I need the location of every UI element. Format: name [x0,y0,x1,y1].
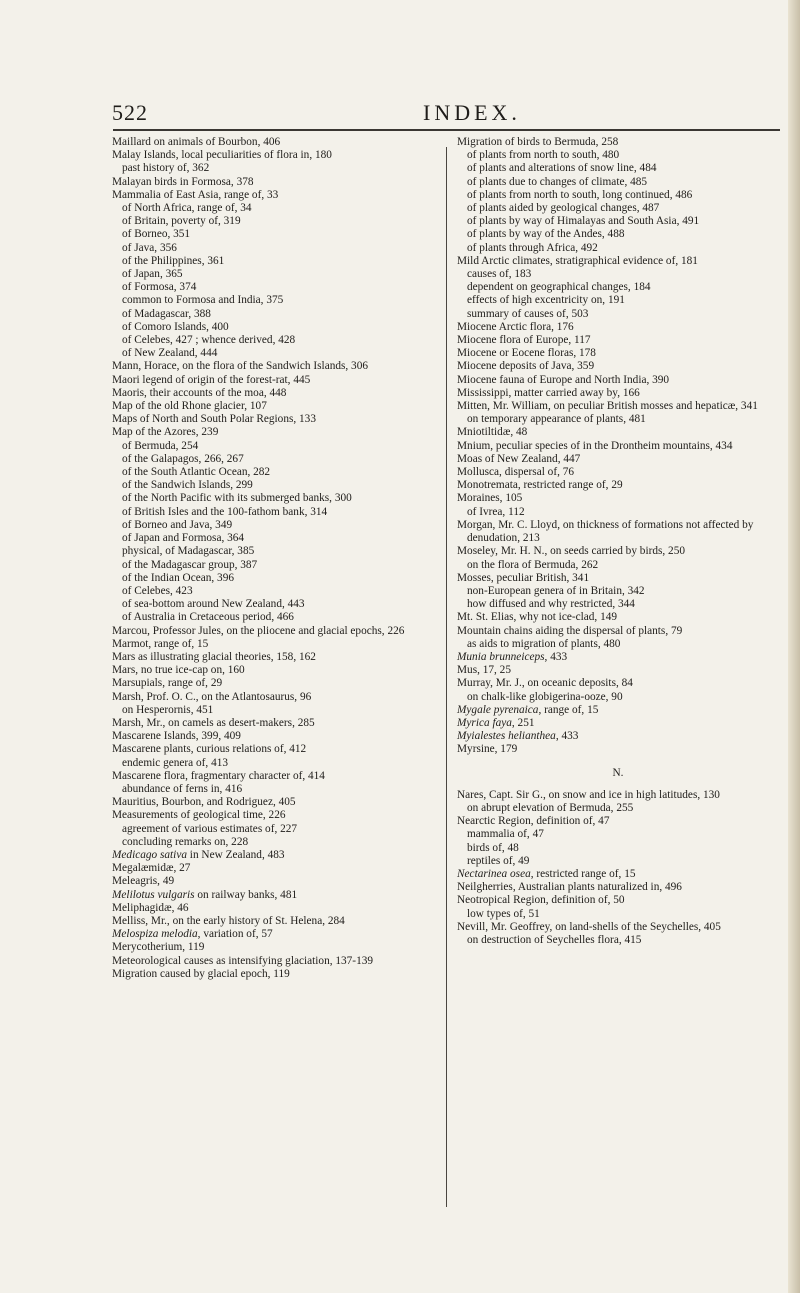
index-subentry: of British Isles and the 100-fathom bank, 314 [122,505,328,518]
index-entry: Miocene fauna of Europe and North India, 390 [457,373,670,386]
index-subentry: of Celebes, 423 [122,584,193,597]
index-subentry: of Borneo and Java, 349 [122,518,233,531]
index-entry-italic-term: Melospiza melodia [112,928,198,941]
index-column-right [457,136,779,947]
index-subentry: of New Zealand, 444 [122,347,218,360]
index-subentry: of the South Atlantic Ocean, 282 [122,466,271,479]
index-entry: Nearctic Region, definition of, 47 [457,815,610,828]
index-entry [112,849,442,862]
index-entry-text: , restricted range of, 15 [530,867,636,880]
index-subentry: on chalk-like globigerina-ooze, 90 [467,690,623,703]
index-entry: Nevill, Mr. Geoffrey, on land-shells of the Seychelles, 405 [457,920,721,933]
index-subentry: of plants from north to south, long continued, 486 [467,188,693,201]
index-subentry: of plants from north to south, 480 [467,149,620,162]
index-entry-italic-term: Medicago sativa [112,848,187,861]
index-subentry: effects of high excentricity on, 191 [467,294,625,307]
header-rule [113,129,780,131]
index-subentry: of the Madagascar group, 387 [122,558,258,571]
index-subentry: mammalia of, 47 [467,828,544,841]
index-entry [457,717,779,730]
index-entry: Marsupials, range of, 29 [112,677,223,690]
index-subentry: how diffused and why restricted, 344 [467,598,635,611]
index-entry: Marsh, Mr., on camels as desert-makers, 285 [112,716,315,729]
index-entry-italic-term: Munia brunneiceps [457,650,545,663]
index-subentry: endemic genera of, 413 [122,756,229,769]
index-entry: Mnium, peculiar species of in the Drontheim mountains, 434 [457,439,733,452]
index-entry: Meteorological causes as intensifying glaciation, 137-139 [112,954,374,967]
index-subentry: of the Sandwich Islands, 299 [122,479,253,492]
index-subentry: on Hesperornis, 451 [122,703,214,716]
index-subentry: summary of causes of, 503 [467,307,589,320]
index-entry-text: , 251 [511,716,535,729]
index-entry: Neotropical Region, definition of, 50 [457,894,625,907]
index-subentry: of Japan, 365 [122,268,183,281]
index-subentry: of plants by way of the Andes, 488 [467,228,625,241]
index-entry-italic-term: Nectarinea osea [457,867,531,880]
index-entry-italic-term: Myrica faya [457,716,512,729]
index-subentry: of Madagascar, 388 [122,307,211,320]
index-entry: Merycotherium, 119 [112,941,205,954]
index-subentry: abundance of ferns in, 416 [122,782,243,795]
index-subentry: of Celebes, 427 ; whence derived, 428 [122,334,296,347]
index-subentry: of Java, 356 [122,241,177,254]
index-subentry: of Comoro Islands, 400 [122,320,229,333]
running-head: INDEX. [423,100,521,125]
index-entry: Mascarene flora, fragmentary character of, 414 [112,769,325,782]
index-entry: Mascarene plants, curious relations of, 412 [112,743,307,756]
index-entry: Meliphagidæ, 46 [112,901,189,914]
index-entry: Maillard on animals of Bourbon, 406 [112,136,281,148]
index-subentry: of the Philippines, 361 [122,254,225,267]
index-entry: Moas of New Zealand, 447 [457,452,581,465]
index-subentry: of plants by way of Himalayas and South Asia, 491 [467,215,700,228]
index-entry: Mississippi, matter carried away by, 166 [457,386,640,399]
index-entry: Melliss, Mr., on the early history of St. Helena, 284 [112,914,345,927]
index-subentry: birds of, 48 [467,841,519,854]
index-subentry: causes of, 183 [467,268,532,281]
index-entry: Miocene or Eocene floras, 178 [457,347,596,360]
index-subentry: of the Indian Ocean, 396 [122,571,234,584]
index-entry-text: on railway banks, 481 [194,888,298,901]
index-entry [457,704,779,717]
index-entry: Mammalia of East Asia, range of, 33 [112,188,279,201]
index-entry: Maoris, their accounts of the moa, 448 [112,386,287,399]
index-entry: Myrsine, 179 [457,743,518,756]
index-subentry: on destruction of Seychelles flora, 415 [467,933,642,946]
index-entry: Neilgherries, Australian plants naturalized in, 496 [457,881,682,894]
index-entry: Meleagris, 49 [112,875,175,888]
index-entry: Malay Islands, local peculiarities of flora in, 180 [112,149,332,162]
index-subentry: non-European genera of in Britain, 342 [467,584,645,597]
page-number: 522 [112,100,148,125]
index-subentry: of Britain, poverty of, 319 [122,215,241,228]
index-entry: Maori legend of origin of the forest-rat, 445 [112,373,311,386]
index-subentry: common to Formosa and India, 375 [122,294,284,307]
index-entry: Megalæmidæ, 27 [112,862,191,875]
index-subentry: past history of, 362 [122,162,210,175]
index-entry: Migration caused by glacial epoch, 119 [112,967,290,980]
index-entry [457,651,779,664]
index-entry: Morgan, Mr. C. Lloyd, on thickness of formations not affected by denudation, 213 [457,518,754,545]
index-entry: Moraines, 105 [457,492,523,505]
index-subentry: of plants aided by geological changes, 487 [467,202,660,215]
index-subentry: of the North Pacific with its submerged banks, 300 [122,492,352,505]
index-subentry: of Borneo, 351 [122,228,191,241]
index-entry: Migration of birds to Bermuda, 258 [457,136,619,148]
index-subentry: concluding remarks on, 228 [122,835,249,848]
index-entry: Mt. St. Elias, why not ice-clad, 149 [457,611,618,624]
index-column-left [112,136,442,981]
index-subentry: of Ivrea, 112 [467,505,525,518]
index-entry: Map of the Azores, 239 [112,426,219,439]
index-entry: Marmot, range of, 15 [112,637,209,650]
index-subentry: of plants through Africa, 492 [467,241,598,254]
index-entry: Mars as illustrating glacial theories, 158, 162 [112,650,316,663]
index-entry-text: , 433 [555,730,579,743]
index-entry: Malayan birds in Formosa, 378 [112,175,254,188]
index-entry: Moseley, Mr. H. N., on seeds carried by birds, 250 [457,545,685,558]
index-entry-italic-term: Mygale pyrenaica [457,703,539,716]
index-entry-italic-term: Melilotus vulgaris [112,888,195,901]
index-entry: Maps of North and South Polar Regions, 133 [112,413,316,426]
index-entry: Monotremata, restricted range of, 29 [457,479,623,492]
index-subentry: reptiles of, 49 [467,854,530,867]
column-divider [446,147,447,1207]
index-subentry: of the Galapagos, 266, 267 [122,452,244,465]
index-entry [457,730,779,743]
index-entry: Mosses, peculiar British, 341 [457,571,590,584]
index-entry: Mann, Horace, on the flora of the Sandwich Islands, 306 [112,360,368,373]
index-entry-text: , range of, 15 [538,703,599,716]
index-section-letter: N. [612,766,624,779]
index-entry: Map of the old Rhone glacier, 107 [112,400,267,413]
index-entry: Miocene deposits of Java, 359 [457,360,595,373]
index-entry: Mascarene Islands, 399, 409 [112,730,241,743]
index-subentry: low types of, 51 [467,907,540,920]
index-entry-italic-term: Myialestes helianthea [457,730,556,743]
index-entry: Marcou, Professor Jules, on the pliocene and glacial epochs, 226 [112,624,405,637]
index-subentry: of Bermuda, 254 [122,439,199,452]
index-entry-text: , variation of, 57 [197,928,273,941]
page-edge [788,0,800,1293]
index-entry: Miocene flora of Europe, 117 [457,334,591,347]
index-subentry: of Japan and Formosa, 364 [122,532,245,545]
index-subentry: of Australia in Cretaceous period, 466 [122,611,294,624]
index-entry: Mniotiltidæ, 48 [457,426,528,439]
index-entry: Measurements of geological time, 226 [112,809,286,822]
index-subentry: of sea-bottom around New Zealand, 443 [122,598,305,611]
index-subentry: as aids to migration of plants, 480 [467,637,621,650]
index-subentry: dependent on geographical changes, 184 [467,281,651,294]
index-subentry: of plants due to changes of climate, 485 [467,175,648,188]
index-subentry: of plants and alterations of snow line, 484 [467,162,657,175]
index-subentry: of Formosa, 374 [122,281,197,294]
index-entry: Miocene Arctic flora, 176 [457,320,574,333]
index-entry [457,868,779,881]
index-entry: Marsh, Prof. O. C., on the Atlantosaurus, 96 [112,690,312,703]
index-entry: Nares, Capt. Sir G., on snow and ice in high latitudes, 130 [457,788,720,801]
index-subentry: physical, of Madagascar, 385 [122,545,255,558]
index-entry: Mitten, Mr. William, on peculiar British mosses and hepaticæ, 341 [457,400,758,413]
index-entry-text: , 433 [544,650,568,663]
index-entry [112,928,442,941]
index-entry: Mild Arctic climates, stratigraphical evidence of, 181 [457,254,698,267]
index-subentry: on temporary appearance of plants, 481 [467,413,646,426]
index-subentry: on abrupt elevation of Bermuda, 255 [467,801,634,814]
index-subentry: agreement of various estimates of, 227 [122,822,298,835]
index-entry: Murray, Mr. J., on oceanic deposits, 84 [457,677,633,690]
index-entry: Mauritius, Bourbon, and Rodriguez, 405 [112,796,296,809]
index-entry: Mollusca, dispersal of, 76 [457,466,575,479]
index-subentry: of North Africa, range of, 34 [122,202,252,215]
index-entry [112,889,442,902]
index-entry: Mus, 17, 25 [457,664,511,677]
index-entry: Mars, no true ice-cap on, 160 [112,664,245,677]
index-subentry: on the flora of Bermuda, 262 [467,558,599,571]
index-entry: Mountain chains aiding the dispersal of plants, 79 [457,624,683,637]
index-entry-text: in New Zealand, 483 [186,848,285,861]
